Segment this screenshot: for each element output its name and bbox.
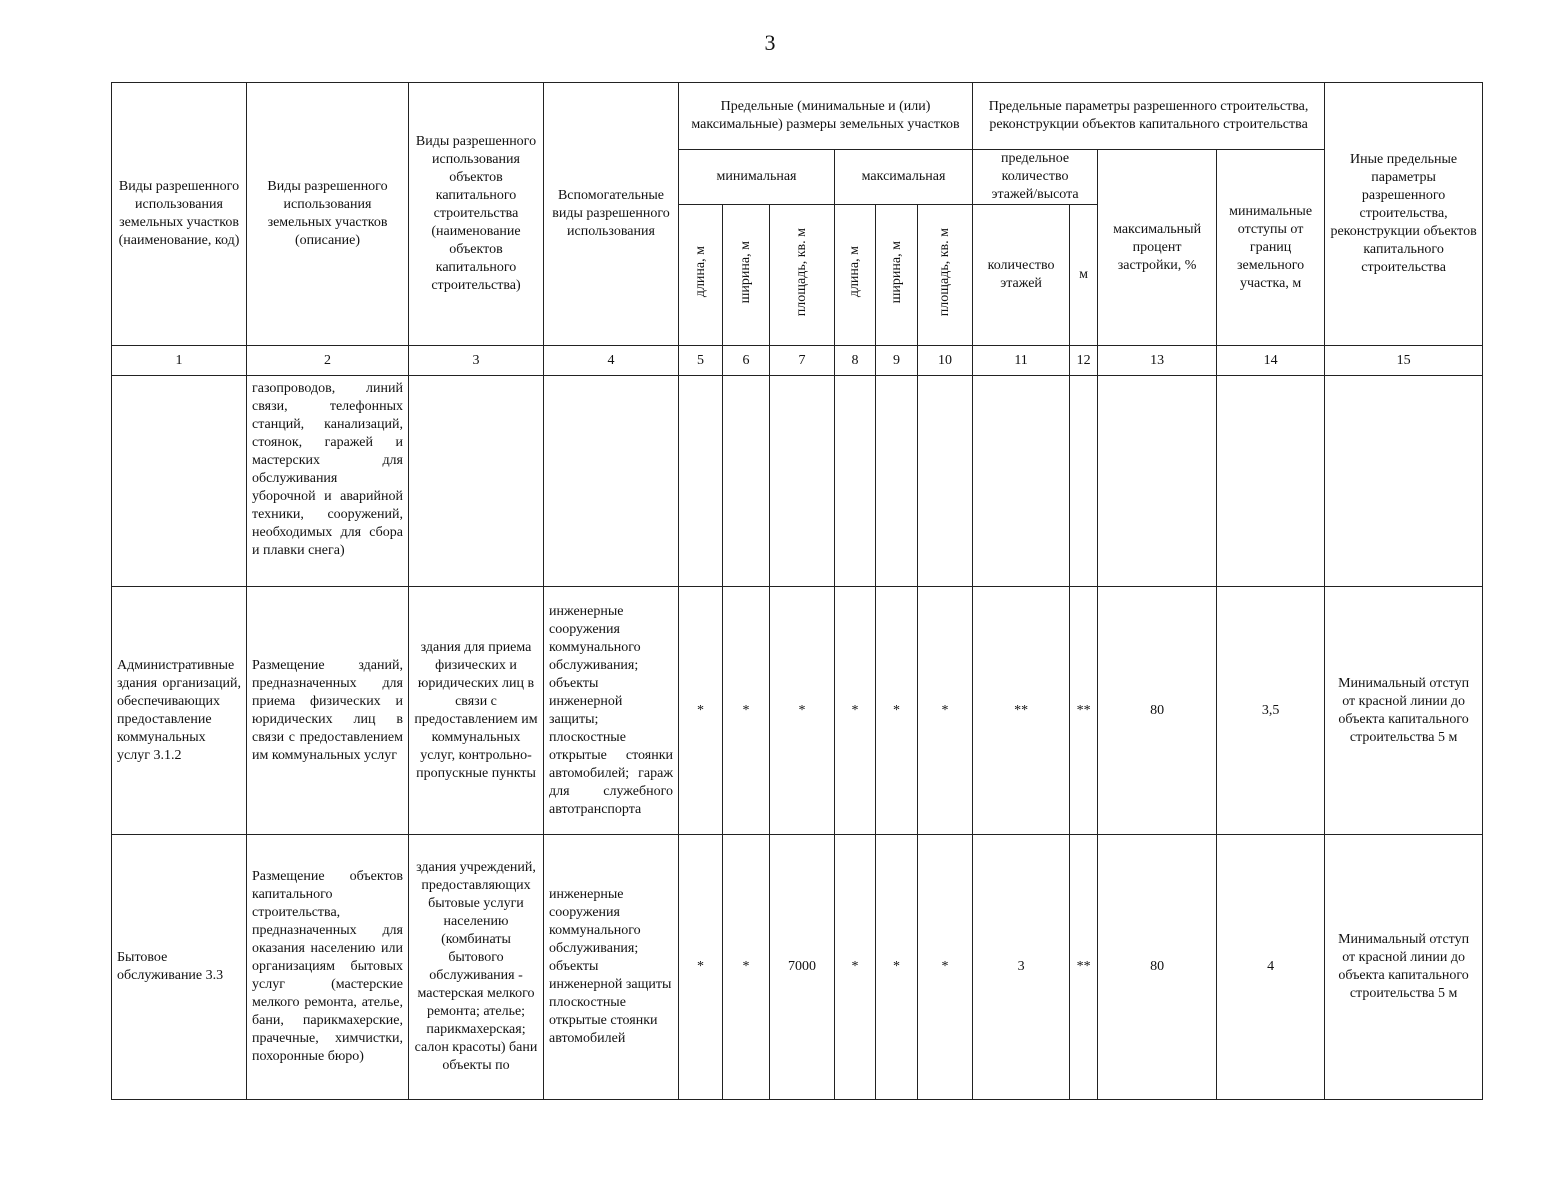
cell-min-area: [770, 376, 835, 587]
header-auxiliary-use: Вспомогательные виды разрешенного использования: [544, 83, 679, 346]
cell-min-width: *: [723, 587, 770, 835]
col-num: 14: [1217, 346, 1325, 376]
cell-max-percent: [1098, 376, 1217, 587]
header-min-setback: минимальные отступы от границ земельного участка, м: [1217, 150, 1325, 346]
cell-max-percent: 80: [1098, 587, 1217, 835]
cell-min-length: *: [679, 587, 723, 835]
cell-auxiliary-use: [544, 376, 679, 587]
header-land-use-description: Виды разрешенного использования земельных участков (описание): [247, 83, 409, 346]
col-num: 15: [1325, 346, 1483, 376]
col-num: 1: [112, 346, 247, 376]
cell-min-width: [723, 376, 770, 587]
col-num: 5: [679, 346, 723, 376]
header-building-use: Виды разрешенного использования объектов капитального строительства (наименование объектов капитального строительства): [409, 83, 544, 346]
header-maximum: максимальная: [835, 150, 973, 205]
header-other-params: Иные предельные параметры разрешенного строительства, реконструкции объектов капитального строительства: [1325, 83, 1483, 346]
cell-auxiliary-use: инженерные сооружения коммунального обслуживания; объекты инженерной защиты плоскостные открытые стоянки автомобилей: [544, 835, 679, 1100]
header-floors-count: количество этажей: [973, 205, 1070, 346]
header-max-area: площадь, кв. м: [918, 205, 973, 346]
cell-max-area: *: [918, 835, 973, 1100]
header-construction-params: Предельные параметры разрешенного строительства, реконструкции объектов капитального строительства: [973, 83, 1325, 150]
cell-max-width: *: [876, 835, 918, 1100]
cell-land-use-description: газопроводов, линий связи, телефонных станций, канализаций, стоянок, гаражей и мастерских для обслуживания уборочной и аварийной техники, сооружений, необходимых для сбора и плавки снега): [247, 376, 409, 587]
header-plot-size-limits: Предельные (минимальные и (или) максимальные) размеры земельных участков: [679, 83, 973, 150]
cell-min-area: 7000: [770, 835, 835, 1100]
cell-other: [1325, 376, 1483, 587]
cell-height: **: [1070, 835, 1098, 1100]
cell-min-setback: 3,5: [1217, 587, 1325, 835]
cell-min-setback: [1217, 376, 1325, 587]
cell-other: Минимальный отступ от красной линии до объекта капитального строительства 5 м: [1325, 835, 1483, 1100]
cell-max-width: [876, 376, 918, 587]
header-floors-height: предельное количество этажей/высота: [973, 150, 1098, 205]
cell-height: [1070, 376, 1098, 587]
header-min-width: ширина, м: [723, 205, 770, 346]
cell-max-width: *: [876, 587, 918, 835]
cell-max-area: [918, 376, 973, 587]
table-row: [112, 376, 1483, 587]
col-num: 12: [1070, 346, 1098, 376]
cell-min-area: *: [770, 587, 835, 835]
column-number-row: [112, 346, 1483, 376]
col-num: 3: [409, 346, 544, 376]
cell-land-use-description: Размещение зданий, предназначенных для приема физических и юридических лиц в связи с предоставлением им коммунальных услуг: [247, 587, 409, 835]
cell-height: **: [1070, 587, 1098, 835]
cell-land-use-name: [112, 376, 247, 587]
cell-min-length: [679, 376, 723, 587]
cell-max-percent: 80: [1098, 835, 1217, 1100]
header-max-width: ширина, м: [876, 205, 918, 346]
cell-max-length: [835, 376, 876, 587]
cell-building-use: здания учреждений, предоставляющих бытовые услуги населению (комбинаты бытового обслуживания - мастерская мелкого ремонта; ателье; парикмахерская; салон красоты) бани объекты по: [409, 835, 544, 1100]
header-max-percent: максимальный процент застройки, %: [1098, 150, 1217, 346]
cell-min-width: *: [723, 835, 770, 1100]
header-min-length: длина, м: [679, 205, 723, 346]
col-num: 11: [973, 346, 1070, 376]
cell-building-use: здания для приема физических и юридических лиц в связи с предоставлением им коммунальных услуг, контрольно-пропускные пункты: [409, 587, 544, 835]
cell-max-area: *: [918, 587, 973, 835]
cell-land-use-name: Бытовое обслуживание 3.3: [112, 835, 247, 1100]
cell-floors: [973, 376, 1070, 587]
cell-floors: 3: [973, 835, 1070, 1100]
cell-max-length: *: [835, 835, 876, 1100]
col-num: 13: [1098, 346, 1217, 376]
cell-land-use-description: Размещение объектов капитального строительства, предназначенных для оказания населению или организациям бытовых услуг (мастерские мелкого ремонта, ателье, бани, парикмахерские, прачечные, химчистки, похоронные бюро): [247, 835, 409, 1100]
col-num: 7: [770, 346, 835, 376]
col-num: 9: [876, 346, 918, 376]
cell-building-use: [409, 376, 544, 587]
header-height-m: м: [1070, 205, 1098, 346]
col-num: 6: [723, 346, 770, 376]
table-row: [112, 587, 1483, 835]
cell-auxiliary-use: инженерные сооружения коммунального обслуживания; объекты инженерной защиты; плоскостные открытые стоянки автомобилей; гараж для служебного автотранспорта: [544, 587, 679, 835]
col-num: 2: [247, 346, 409, 376]
page-number: 3: [764, 30, 776, 55]
cell-floors: **: [973, 587, 1070, 835]
table-header: [112, 83, 1483, 376]
col-num: 10: [918, 346, 973, 376]
cell-min-setback: 4: [1217, 835, 1325, 1100]
cell-land-use-name: Административные здания организаций, обеспечивающих предоставление коммунальных услуг 3.1.2: [112, 587, 247, 835]
header-minimum: минимальная: [679, 150, 835, 205]
header-max-length: длина, м: [835, 205, 876, 346]
header-land-use-name: Виды разрешенного использования земельных участков (наименование, код): [112, 83, 247, 346]
cell-max-length: *: [835, 587, 876, 835]
table-row: [112, 835, 1483, 1100]
col-num: 4: [544, 346, 679, 376]
col-num: 8: [835, 346, 876, 376]
cell-min-length: *: [679, 835, 723, 1100]
header-min-area: площадь, кв. м: [770, 205, 835, 346]
regulations-table: [111, 82, 1483, 1100]
cell-other: Минимальный отступ от красной линии до объекта капитального строительства 5 м: [1325, 587, 1483, 835]
